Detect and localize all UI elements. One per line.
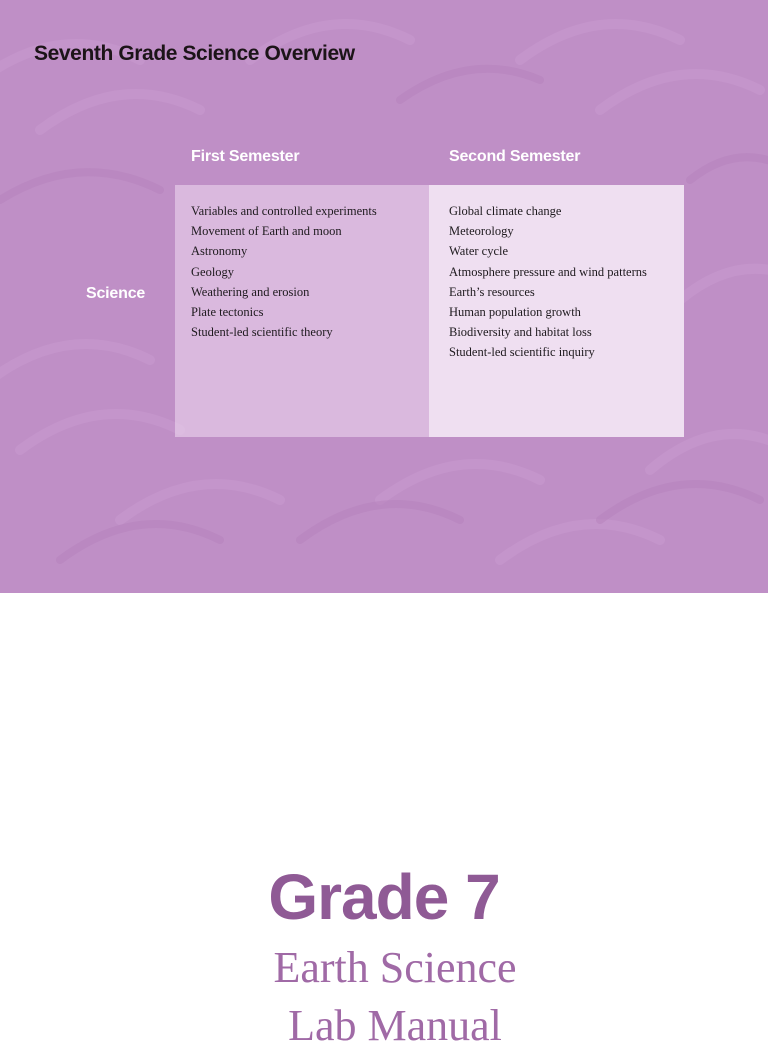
cover-subtitle-line1: Earth Science: [273, 943, 517, 992]
topic-item: Human population growth: [449, 305, 581, 320]
topic-item: Student-led scientific inquiry: [449, 345, 595, 360]
topic-item: Global climate change: [449, 204, 562, 218]
topic-item: Meteorology: [449, 224, 514, 239]
topic-item: Geology: [191, 264, 235, 279]
column-header-first-semester: First Semester: [191, 148, 300, 165]
first-semester-topic-list: [191, 201, 429, 342]
topic-item: Student-led scientific theory: [191, 325, 333, 340]
first-semester-cell: [175, 185, 429, 437]
topic-item: Plate tectonics: [191, 305, 264, 320]
topic-item: Variables and controlled experiments: [191, 204, 377, 218]
cover-subtitle-line2: Lab Manual: [288, 1001, 502, 1050]
topic-item: Weathering and erosion: [191, 284, 310, 299]
topic-item: Atmosphere pressure and wind patterns: [449, 264, 647, 279]
row-label-science: Science: [86, 285, 146, 302]
topic-item: Movement of Earth and moon: [191, 224, 342, 239]
topic-item: Earth’s resources: [449, 284, 535, 299]
second-semester-topic-list: [449, 201, 684, 363]
second-semester-cell: [429, 185, 684, 437]
column-header-second-semester: Second Semester: [449, 148, 581, 165]
topic-item: Astronomy: [191, 244, 248, 259]
cover-title: Grade 7: [268, 861, 500, 933]
topic-item: Water cycle: [449, 244, 509, 259]
page-title: Seventh Grade Science Overview: [34, 42, 355, 65]
topic-item: Biodiversity and habitat loss: [449, 325, 592, 340]
